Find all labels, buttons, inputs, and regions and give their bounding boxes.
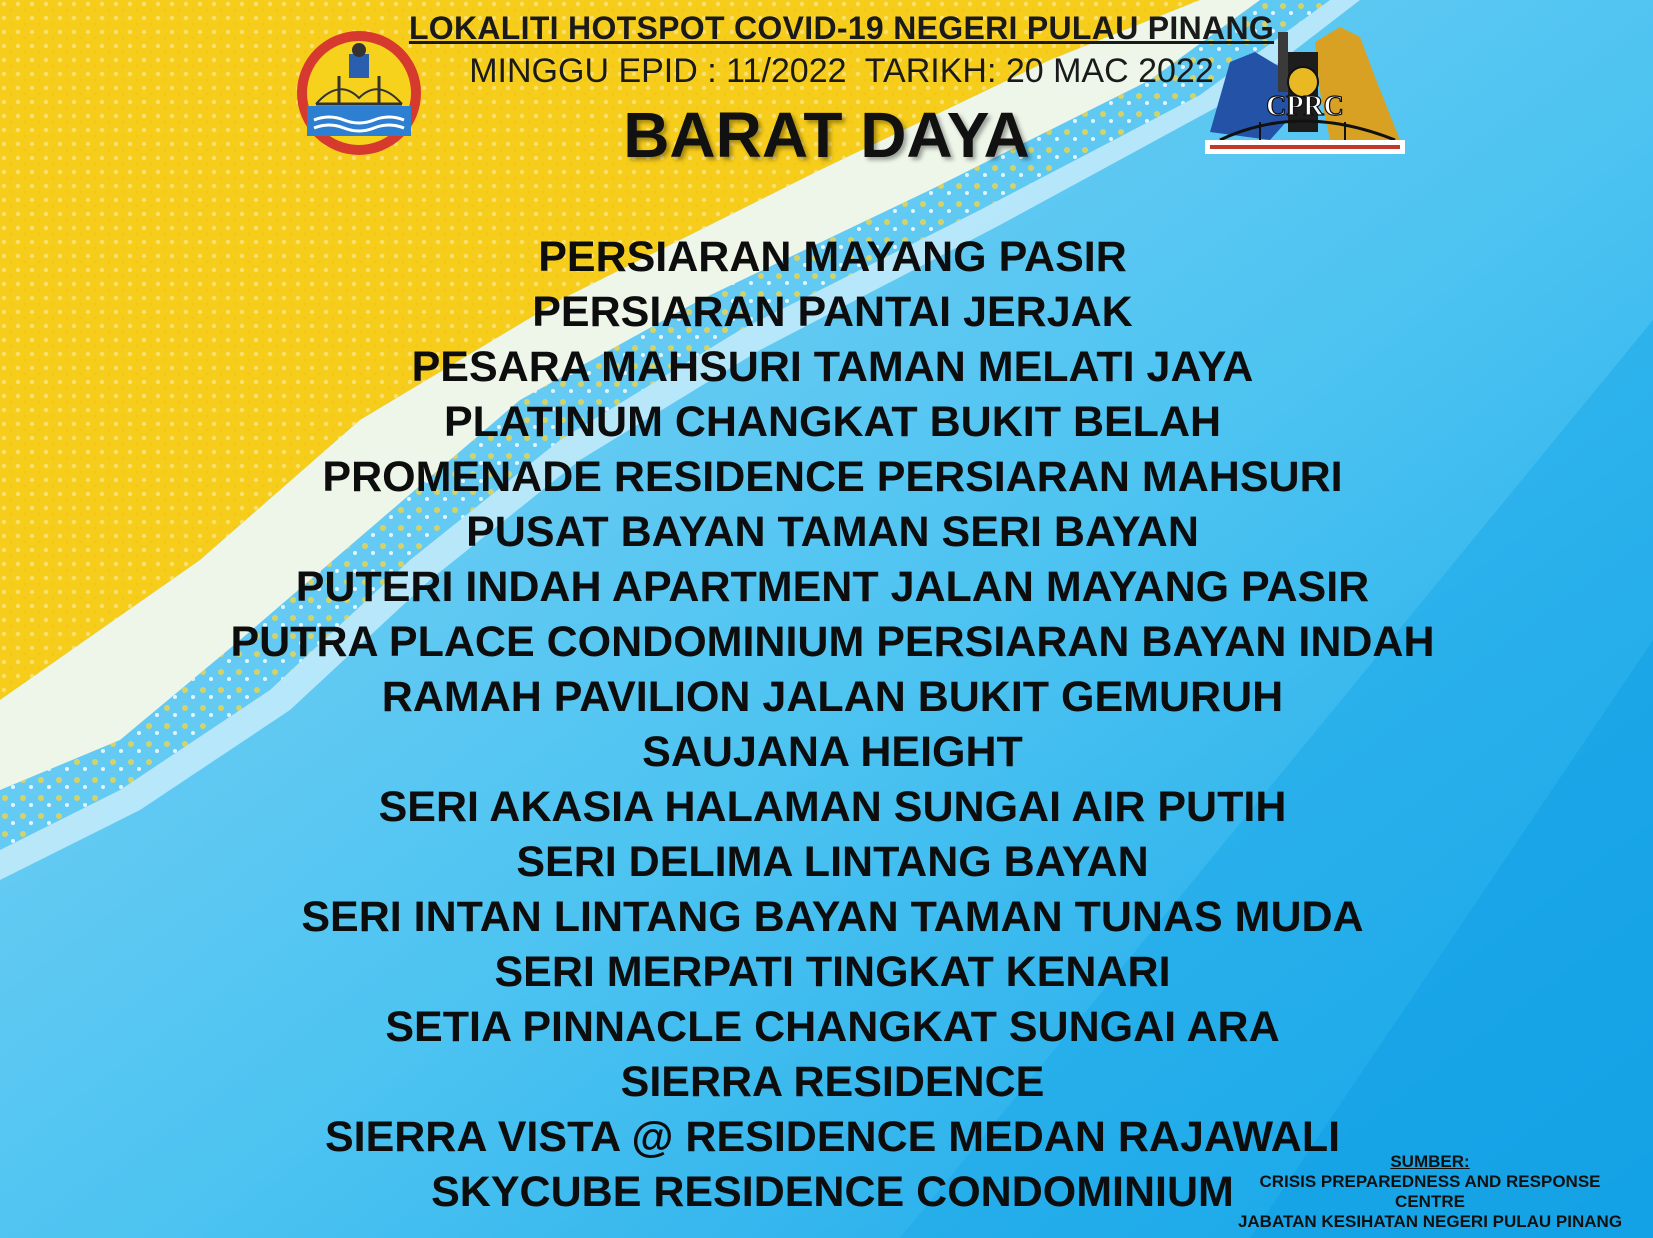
list-item: PERSIARAN PANTAI JERJAK — [532, 288, 1133, 336]
page-title: LOKALITI HOTSPOT COVID-19 NEGERI PULAU PINANG — [408, 10, 1275, 46]
district-heading: BARAT DAYA — [623, 99, 1030, 171]
list-item: PUTRA PLACE CONDOMINIUM PERSIARAN BAYAN INDAH — [230, 618, 1435, 666]
source-line-1: CRISIS PREPAREDNESS AND RESPONSE — [1259, 1172, 1601, 1191]
list-item: SIERRA VISTA @ RESIDENCE MEDAN RAJAWALI — [324, 1113, 1341, 1161]
list-item: PESARA MAHSURI TAMAN MELATI JAYA — [411, 343, 1254, 391]
list-item: RAMAH PAVILION JALAN BUKIT GEMURUH — [381, 673, 1284, 721]
source-credit — [1215, 1152, 1645, 1232]
list-item: SERI DELIMA LINTANG BAYAN — [516, 838, 1149, 886]
list-item: PERSIARAN MAYANG PASIR — [538, 233, 1127, 281]
list-item: PROMENADE RESIDENCE PERSIARAN MAHSURI — [322, 453, 1343, 501]
list-item: SKYCUBE RESIDENCE CONDOMINIUM — [431, 1168, 1234, 1216]
svg-text:CPRC: CPRC — [1266, 91, 1344, 122]
list-item: SERI MERPATI TINGKAT KENARI — [494, 948, 1171, 996]
epid-week-date: MINGGU EPID : 11/2022 TARIKH: 20 MAC 2022 — [469, 52, 1214, 90]
list-item: SERI AKASIA HALAMAN SUNGAI AIR PUTIH — [378, 783, 1287, 831]
list-item: SAUJANA HEIGHT — [642, 728, 1023, 776]
list-item: PUSAT BAYAN TAMAN SERI BAYAN — [466, 508, 1199, 556]
list-item: PUTERI INDAH APARTMENT JALAN MAYANG PASIR — [295, 563, 1370, 611]
list-item: PLATINUM CHANGKAT BUKIT BELAH — [443, 398, 1222, 446]
source-label: SUMBER: — [1390, 1152, 1470, 1171]
list-item: SERI INTAN LINTANG BAYAN TAMAN TUNAS MUDA — [301, 893, 1364, 941]
list-item: SETIA PINNACLE CHANGKAT SUNGAI ARA — [385, 1003, 1280, 1051]
list-item: SIERRA RESIDENCE — [620, 1058, 1045, 1106]
source-line-3: JABATAN KESIHATAN NEGERI PULAU PINANG — [1237, 1212, 1623, 1231]
source-line-2: CENTRE — [1395, 1192, 1465, 1211]
hotspot-location-list — [0, 230, 1653, 1220]
